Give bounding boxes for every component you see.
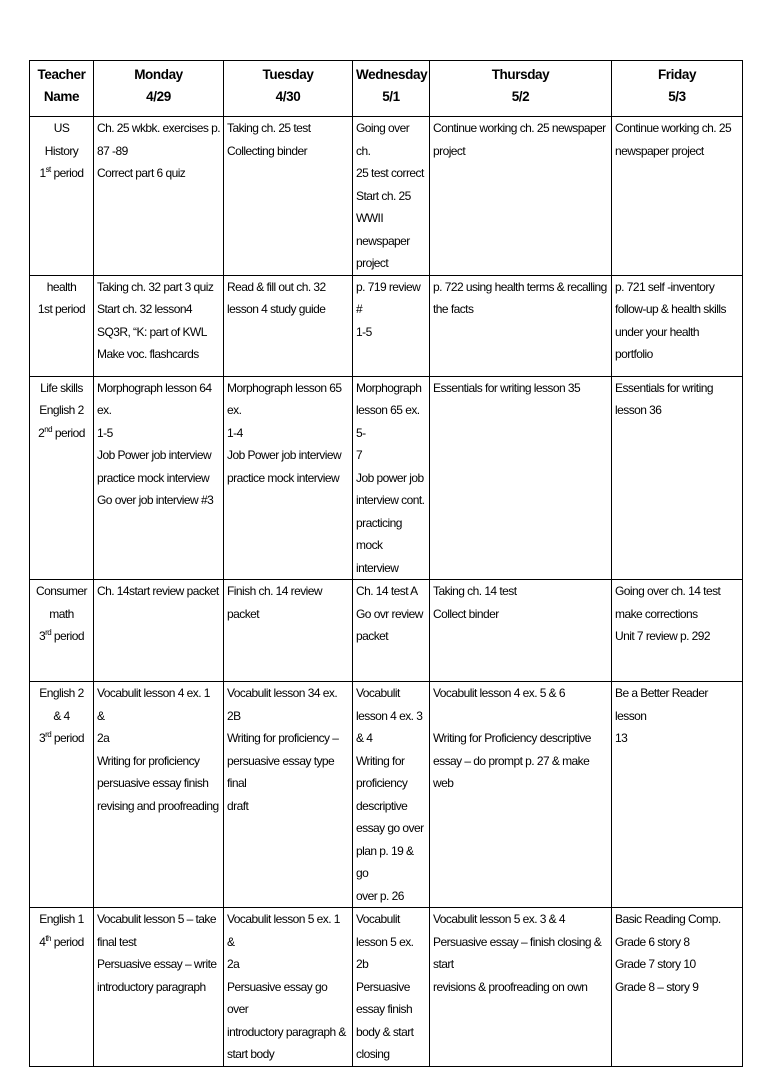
day-header-thursday: Thursday 5/2	[430, 61, 612, 117]
lesson-text-line: Writing for proficiency –	[227, 731, 339, 745]
class-period-label: English 1 4th period	[30, 908, 94, 1067]
lesson-text-line: lesson 65 ex. 5-	[356, 403, 423, 440]
lesson-text-line: 2a	[227, 957, 240, 971]
lesson-text-line: introductory paragraph	[97, 979, 206, 994]
lesson-text-line: over p. 26	[356, 888, 404, 903]
lesson-text-line: Read & fill out ch. 32	[227, 279, 326, 294]
table-row	[30, 908, 743, 1067]
lesson-text-line: Persuasive essay go over	[227, 979, 331, 1016]
table-row	[30, 275, 743, 376]
lesson-text-line: 25 test correct	[356, 166, 424, 180]
lesson-text-line: lesson 5 ex. 2b	[356, 934, 417, 971]
lesson-text-line: under your health portfolio	[615, 324, 702, 361]
lesson-text-line: Go ovr review	[356, 606, 423, 621]
lesson-text-line: proficiency	[356, 776, 408, 790]
lesson-text-line: essay – do prompt p. 27 & make web	[433, 753, 593, 790]
lesson-text-line: & 4	[356, 731, 373, 745]
lesson-text-line: Finish ch. 14 review packet	[227, 584, 325, 621]
lesson-cell-friday	[612, 275, 743, 376]
lesson-text-line: make corrections	[615, 606, 698, 621]
lesson-text-line: lesson 4 ex. 3	[356, 708, 423, 723]
lesson-text-line: Vocabulit lesson 5 ex. 1 &	[227, 912, 343, 949]
lesson-text-line: revisions & proofreading on own	[433, 979, 588, 994]
lesson-text-line: Start ch. 32 lesson4	[97, 302, 193, 316]
lesson-text-line: project	[356, 256, 389, 270]
lesson-text-line: Essentials for writing lesson 35	[433, 380, 581, 395]
lesson-text-line: essay go over	[356, 821, 424, 835]
lesson-text-line: Ch. 25 wkbk. exercises p.	[97, 121, 220, 135]
lesson-cell-thursday	[430, 682, 612, 908]
lesson-cell-wednesday	[353, 908, 430, 1067]
lesson-text-line: 2a	[97, 731, 110, 745]
lesson-text-line: Grade 8 – story 9	[615, 979, 699, 994]
lesson-text-line: lesson 4 study guide	[227, 302, 326, 316]
lesson-text-line: 87 -89	[97, 143, 128, 158]
lesson-text-line: packet	[356, 629, 389, 643]
day-header-monday: Monday 4/29	[94, 61, 224, 117]
lesson-cell-wednesday	[353, 376, 430, 580]
lesson-cell-thursday	[430, 275, 612, 376]
lesson-cell-tuesday	[224, 682, 353, 908]
lesson-cell-monday	[94, 117, 224, 276]
lesson-text-line: project	[433, 143, 466, 158]
lesson-text-line: revising and proofreading	[97, 798, 219, 813]
lesson-text-line: Vocabulit lesson 34 ex. 2B	[227, 686, 340, 723]
lesson-cell-thursday	[430, 376, 612, 580]
lesson-cell-thursday	[430, 908, 612, 1067]
lesson-text-line: Morphograph lesson 65 ex.	[227, 380, 345, 417]
lesson-cell-tuesday	[224, 275, 353, 376]
lesson-text-line: start body	[227, 1047, 275, 1061]
lesson-text-line: Taking ch. 25 test	[227, 121, 311, 135]
header-row	[30, 61, 743, 117]
lesson-text-line: final test	[97, 934, 137, 949]
lesson-text-line: Persuasive essay – write	[97, 957, 217, 971]
lesson-text-line: practice mock interview	[227, 470, 340, 485]
class-period-label: health 1st period	[30, 275, 94, 376]
lesson-text-line: Writing for proficiency	[97, 753, 200, 768]
day-header-tuesday: Tuesday 4/30	[224, 61, 353, 117]
day-header-friday: Friday 5/3	[612, 61, 743, 117]
lesson-text-line: Morphograph lesson 64 ex.	[97, 380, 215, 417]
class-period-label: Consumer math 3rd period	[30, 580, 94, 682]
lesson-cell-friday	[612, 908, 743, 1067]
lesson-text-line: essay finish	[356, 1002, 413, 1016]
lesson-text-line: 1-5	[97, 425, 113, 440]
lesson-text-line: p. 721 self -inventory	[615, 279, 715, 294]
lesson-text-line: practicing	[356, 515, 402, 530]
lesson-cell-wednesday	[353, 682, 430, 908]
lesson-cell-tuesday	[224, 580, 353, 682]
lesson-text-line: Persuasive essay – finish closing & start	[433, 934, 604, 971]
class-period-label: Life skills English 2 2nd period	[30, 376, 94, 580]
lesson-plan-table	[29, 60, 743, 1067]
lesson-text-line: Vocabulit lesson 5 ex. 3 & 4	[433, 912, 566, 926]
table-row	[30, 376, 743, 580]
lesson-cell-friday	[612, 580, 743, 682]
lesson-cell-thursday	[430, 117, 612, 276]
lesson-cell-wednesday	[353, 275, 430, 376]
lesson-cell-monday	[94, 908, 224, 1067]
lesson-text-line: practice mock interview	[97, 470, 210, 485]
lesson-text-line: Vocabulit lesson 5 – take	[97, 912, 217, 926]
lesson-text-line: Collect binder	[433, 606, 499, 621]
lesson-text-line: Morphograph	[356, 380, 422, 395]
lesson-text-line: Vocabulit lesson 4 ex. 1 &	[97, 686, 213, 723]
lesson-text-line: Grade 7 story 10	[615, 957, 696, 971]
lesson-text-line: p. 722 using health terms & recalling	[433, 279, 607, 294]
lesson-text-line	[433, 705, 608, 728]
lesson-text-line: Writing for	[356, 753, 405, 768]
lesson-text-line: interview cont.	[356, 493, 425, 507]
lesson-text-line: Job Power job interview	[227, 448, 342, 462]
lesson-text-line: follow-up & health skills	[615, 302, 726, 316]
lesson-cell-friday	[612, 682, 743, 908]
lesson-text-line: Taking ch. 32 part 3 quiz	[97, 279, 214, 294]
lesson-text-line: Make voc. flashcards	[97, 347, 199, 361]
lesson-text-line: lesson 36	[615, 403, 662, 417]
lesson-text-line: Collecting binder	[227, 143, 308, 158]
lesson-text-line: descriptive	[356, 798, 408, 813]
lesson-text-line: Basic Reading Comp.	[615, 912, 721, 926]
lesson-text-line: Be a Better Reader lesson	[615, 686, 711, 723]
lesson-text-line: Continue working ch. 25	[615, 121, 732, 135]
lesson-text-line: newspaper	[356, 233, 410, 248]
lesson-text-line: 7	[356, 448, 363, 462]
lesson-text-line: Writing for Proficiency descriptive	[433, 731, 591, 745]
lesson-cell-thursday	[430, 580, 612, 682]
lesson-cell-tuesday	[224, 908, 353, 1067]
lesson-text-line: closing	[356, 1047, 390, 1061]
lesson-text-line: Vocabulit lesson 4 ex. 5 & 6	[433, 686, 566, 700]
lesson-cell-tuesday	[224, 117, 353, 276]
lesson-text-line: Grade 6 story 8	[615, 934, 690, 949]
lesson-cell-monday	[94, 275, 224, 376]
lesson-text-line: Go over job interview #3	[97, 493, 214, 507]
lesson-text-line: Job power job	[356, 470, 424, 485]
lesson-text-line: Vocabulit	[356, 912, 400, 926]
lesson-cell-wednesday	[353, 117, 430, 276]
lesson-rows	[30, 117, 743, 1067]
lesson-text-line: draft	[227, 798, 249, 813]
lesson-cell-friday	[612, 376, 743, 580]
lesson-cell-wednesday	[353, 580, 430, 682]
lesson-text-line: Unit 7 review p. 292	[615, 629, 711, 643]
table-row	[30, 580, 743, 682]
lesson-text-line: introductory paragraph &	[227, 1024, 346, 1039]
table-row	[30, 682, 743, 908]
teacher-name-header: Teacher Name	[30, 61, 94, 117]
lesson-text-line: Continue working ch. 25 newspaper	[433, 121, 606, 135]
lesson-text-line: Vocabulit	[356, 686, 400, 700]
lesson-text-line: plan p. 19 & go	[356, 843, 417, 880]
lesson-cell-friday	[612, 117, 743, 276]
lesson-text-line: Correct part 6 quiz	[97, 166, 186, 180]
lesson-text-line: SQ3R, “K: part of KWL	[97, 324, 207, 339]
lesson-text-line: mock interview	[356, 538, 399, 575]
class-period-label: English 2 & 4 3rd period	[30, 682, 94, 908]
lesson-text-line: body & start	[356, 1024, 414, 1039]
lesson-cell-monday	[94, 376, 224, 580]
lesson-text-line: Ch. 14 test A	[356, 584, 418, 598]
lesson-text-line: Going over ch.	[356, 121, 412, 158]
lesson-cell-tuesday	[224, 376, 353, 580]
lesson-text-line: Going over ch. 14 test	[615, 584, 721, 598]
lesson-text-line: 1-5	[356, 324, 372, 339]
lesson-text-line: Persuasive	[356, 979, 410, 994]
lesson-text-line: Taking ch. 14 test	[433, 584, 517, 598]
lesson-text-line: 1-4	[227, 425, 243, 440]
lesson-text-line: persuasive essay type final	[227, 753, 337, 790]
lesson-text-line: Start ch. 25	[356, 188, 411, 203]
lesson-text-line: Job Power job interview	[97, 448, 212, 462]
lesson-text-line: Essentials for writing	[615, 380, 713, 395]
lesson-text-line: 13	[615, 731, 628, 745]
table-row	[30, 117, 743, 276]
lesson-cell-monday	[94, 580, 224, 682]
day-header-wednesday: Wednesday 5/1	[353, 61, 430, 117]
lesson-text-line: p. 719 review #	[356, 279, 424, 316]
lesson-cell-monday	[94, 682, 224, 908]
lesson-text-line: persuasive essay finish	[97, 776, 209, 790]
lesson-text-line: newspaper project	[615, 143, 704, 158]
lesson-text-line: Ch. 14start review packet	[97, 584, 219, 598]
lesson-text-line: the facts	[433, 302, 474, 316]
lesson-text-line: WWII	[356, 211, 384, 225]
class-period-label: US History 1st period	[30, 117, 94, 276]
